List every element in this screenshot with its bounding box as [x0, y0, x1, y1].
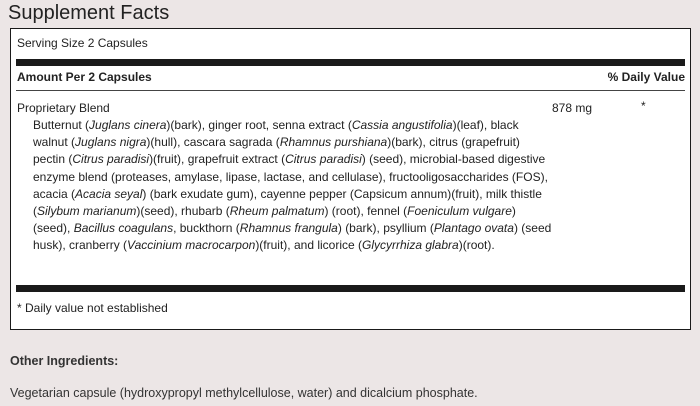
- ingredient-text: )(bark), ginger root, senna extract (: [166, 118, 352, 132]
- ingredient-text: , buckthorn (: [173, 221, 240, 236]
- supplement-facts-heading: Supplement Facts: [8, 2, 170, 24]
- botanical-name: Juglans nigra: [75, 135, 147, 150]
- botanical-name: Rhamnus purshiana: [279, 135, 388, 150]
- ingredient-text: )(root).: [458, 238, 495, 253]
- ingredient-text: ) (bark exudate gum), cayenne pepper (Capsicum annum)(fruit), milk thistle (: [33, 186, 542, 219]
- botanical-name: Foeniculum vulgare: [407, 204, 512, 219]
- ingredient-text: )(fruit), grapefruit extract (: [149, 152, 286, 167]
- ingredient-text: ) (root), fennel (: [324, 204, 408, 219]
- botanical-name: Rheum palmatum: [229, 204, 325, 219]
- serving-size: Serving Size 2 Capsules: [17, 36, 148, 50]
- botanical-name: Vaccinium macrocarpon: [127, 238, 256, 253]
- botanical-name: Glycyrrhiza glabra: [362, 238, 459, 253]
- botanical-name: Juglans cinera: [89, 118, 167, 132]
- blend-ingredients: [33, 117, 553, 255]
- botanical-name: Acacia seyal: [75, 186, 143, 201]
- other-ingredients-text: Vegetarian capsule (hydroxypropyl methylcellulose, water) and dicalcium phosphate.: [10, 386, 478, 400]
- amount-per-header: Amount Per 2 Capsules: [17, 70, 152, 84]
- botanical-name: Rhamnus frangula: [239, 221, 338, 236]
- blend-name: Proprietary Blend: [17, 101, 110, 115]
- ingredient-text: )(bark), citrus (grapefruit) pectin (: [33, 135, 520, 167]
- supplement-facts-panel: [10, 28, 691, 330]
- ingredient-text: )(leaf), black walnut (: [33, 118, 519, 150]
- ingredient-text: )(seed), rhubarb (: [136, 204, 230, 219]
- other-ingredients-title: Other Ingredients:: [10, 354, 119, 368]
- botanical-name: Citrus paradisi: [285, 152, 362, 167]
- ingredient-text: )(seed),: [33, 204, 516, 236]
- footnote: * Daily value not established: [17, 301, 168, 315]
- botanical-name: Silybum marianum: [37, 204, 137, 219]
- ingredient-text: )(hull), cascara sagrada (: [146, 135, 280, 150]
- ingredient-text: ) (seed husk), cranberry (: [33, 221, 552, 253]
- blend-daily-value: *: [641, 99, 646, 113]
- botanical-name: Bacillus coagulans: [73, 221, 174, 236]
- botanical-name: Citrus paradisi: [72, 152, 150, 167]
- botanical-name: Plantago ovata: [433, 221, 514, 236]
- botanical-name: Cassia angustifolia: [351, 118, 453, 132]
- thick-divider-bottom: [16, 285, 685, 292]
- ingredient-text: ) (bark), psyllium (: [337, 221, 434, 236]
- thin-divider: [16, 90, 685, 91]
- ingredient-text: Butternut (: [33, 118, 90, 132]
- daily-value-header: % Daily Value: [607, 70, 685, 84]
- blend-amount: 878 mg: [552, 101, 593, 115]
- ingredient-text: )(fruit), and licorice (: [255, 238, 362, 253]
- ingredient-text: ) (seed), microbial-based digestive enzyme blend (proteases, amylase, lipase, lactase, and cellulase), fructooligosaccharides (FOS), acacia (: [33, 152, 548, 201]
- thick-divider-top: [16, 59, 685, 66]
